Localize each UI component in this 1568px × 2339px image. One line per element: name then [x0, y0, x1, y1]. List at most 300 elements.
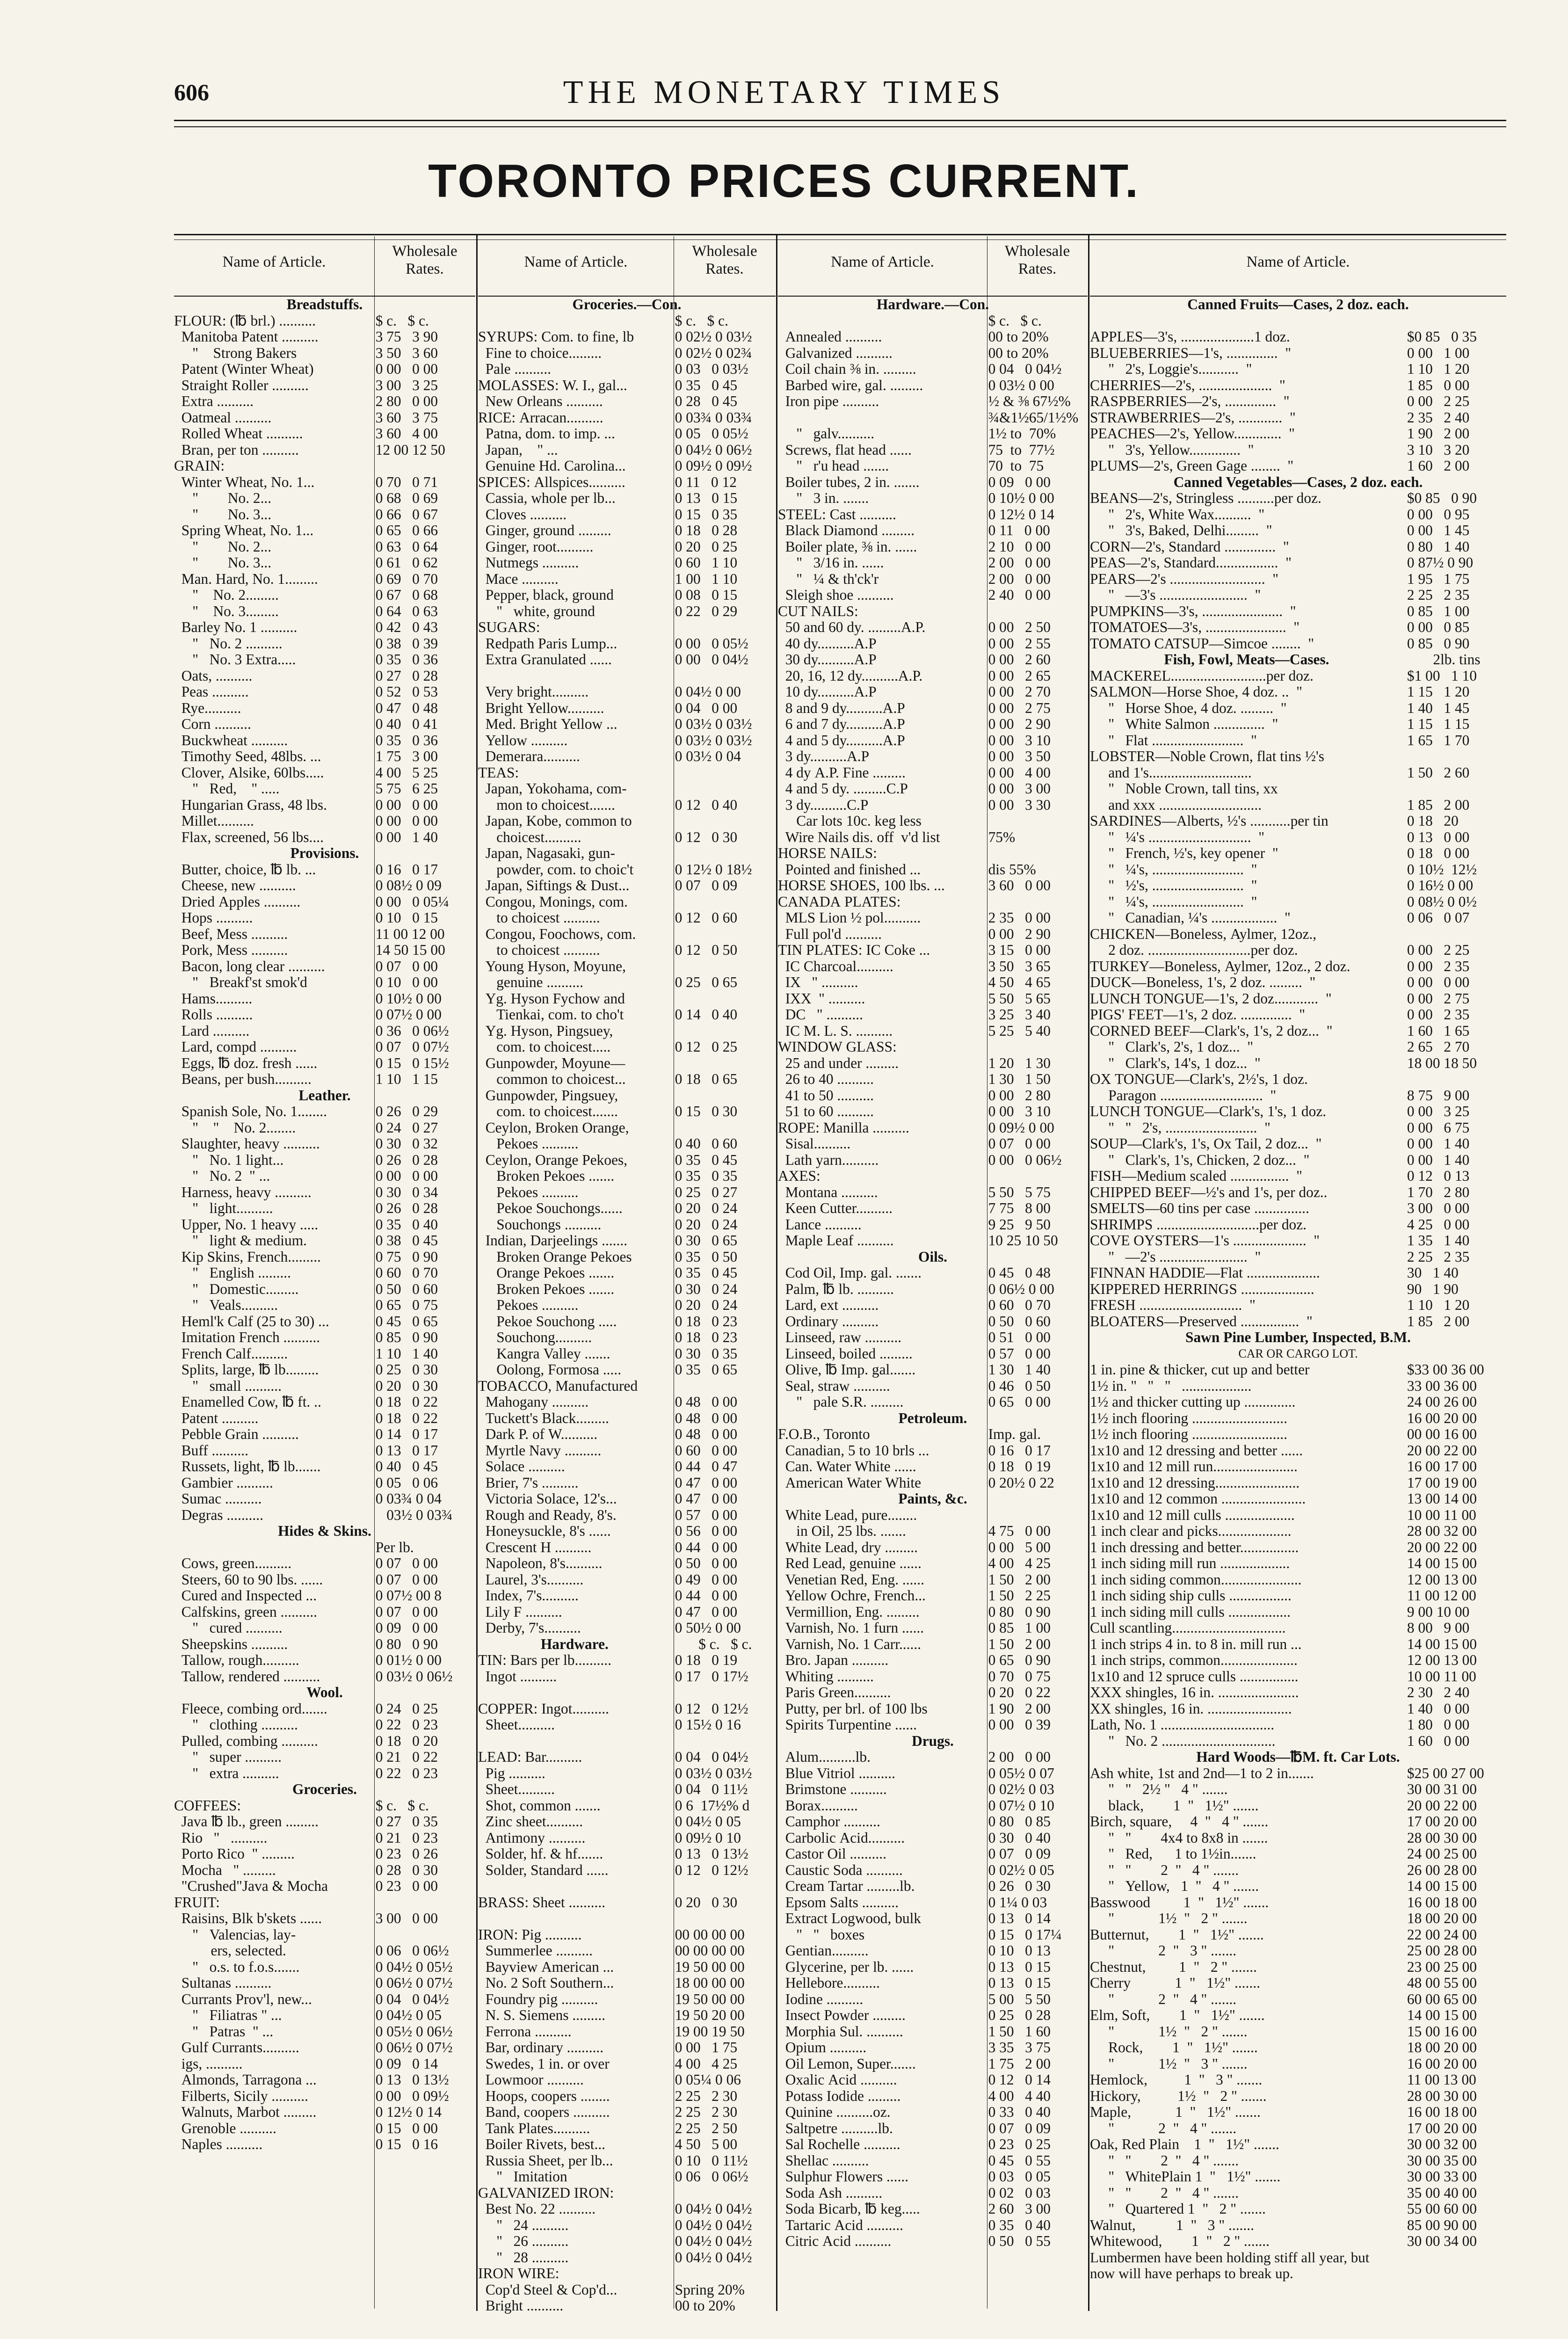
price-row	[174, 1717, 475, 1733]
price-row	[778, 1910, 1088, 1927]
price-row	[1090, 813, 1506, 829]
article-name: Paris Green..........	[778, 1685, 891, 1700]
wholesale-rate: 19 50 00 00	[675, 1991, 745, 2007]
article-name: Rolled Wheat ..........	[174, 426, 303, 442]
wholesale-rate: $33 00 36 00	[1407, 1362, 1484, 1378]
price-row	[174, 1620, 475, 1636]
price-row	[478, 1540, 776, 1556]
price-row	[778, 1540, 1088, 1556]
price-row	[174, 539, 475, 555]
wholesale-rate: 0 85 0 90	[1407, 635, 1470, 652]
article-name: 1x10 and 12 dressing and better ......	[1090, 1442, 1303, 1459]
article-name: Boiler plate, ⅜ in. ......	[778, 538, 917, 555]
price-row	[478, 1426, 776, 1443]
price-row	[778, 1362, 1088, 1378]
wholesale-rate: 0 02½ 0 02¾	[675, 345, 752, 361]
article-name: KIPPERED HERRINGS ....................	[1090, 1281, 1314, 1297]
article-name: " Veals..........	[174, 1297, 278, 1313]
price-row	[1090, 1733, 1506, 1750]
price-row	[778, 1200, 1088, 1217]
section-title: Petroleum.	[898, 1410, 967, 1426]
wholesale-rate: 0 69 0 70	[375, 571, 438, 587]
price-row	[174, 442, 475, 458]
wholesale-rate	[671, 765, 776, 781]
wholesale-rate: 3 00 0 00	[375, 1910, 438, 1926]
wholesale-rate: 0 10½ 0 00	[988, 490, 1054, 506]
wholesale-rate: 0 45 0 65	[375, 1313, 438, 1329]
article-name: " " 2½ " 4 " .......	[1090, 1781, 1228, 1797]
price-row	[174, 733, 475, 749]
section-title: Provisions.	[290, 845, 359, 861]
price-row	[778, 910, 1088, 926]
wholesale-rate: 14 00 15 00	[1407, 1555, 1477, 1571]
wholesale-rate: 0 03½ 0 03½	[675, 1765, 752, 1781]
price-row	[1090, 1104, 1506, 1120]
article-name: 1 inch siding ship culls .................	[1090, 1588, 1292, 1604]
article-name: Alum..........lb.	[778, 1749, 871, 1765]
article-name: Hungarian Grass, 48 lbs.	[174, 797, 327, 813]
price-row	[778, 345, 1088, 362]
article-name: Gulf Currants..........	[174, 2040, 299, 2056]
price-row	[1090, 636, 1506, 652]
price-row	[174, 2104, 475, 2121]
article-name: F.O.B., Toronto	[778, 1426, 870, 1442]
article-name: and xxx ............................	[1090, 797, 1262, 813]
price-row	[778, 313, 1088, 329]
wholesale-rate	[671, 1878, 776, 1895]
wholesale-rate: 0 00 1 75	[675, 2040, 738, 2056]
wholesale-rate: 0 18 20	[1407, 813, 1459, 829]
article-name: Fine to choice.........	[478, 345, 602, 361]
wholesale-rate: 0 57 0 00	[988, 1345, 1051, 1362]
wholesale-rate: 0 02½ 0 05	[988, 1862, 1054, 1878]
price-row	[478, 1249, 776, 1265]
section-title: Drugs.	[912, 1733, 954, 1749]
wholesale-rate: 0 20 0 25	[675, 538, 738, 555]
wholesale-rate: 0 30 0 34	[375, 1184, 438, 1200]
wholesale-rate: 0 00 1 40	[375, 829, 438, 845]
price-row	[778, 2040, 1088, 2056]
price-row	[478, 523, 776, 539]
article-name: Yellow Ochre, French...	[778, 1588, 926, 1604]
wholesale-rate: 90 1 90	[1407, 1281, 1459, 1297]
wholesale-rate: 0 00 2 90	[988, 926, 1051, 942]
section-title: Wool.	[306, 1685, 343, 1700]
price-row	[478, 781, 776, 797]
price-row	[174, 1636, 475, 1653]
wholesale-rate: 0 25 0 30	[375, 1362, 438, 1378]
article-name: White Lead, dry .........	[778, 1539, 918, 1555]
article-name: Dried Apples ..........	[174, 893, 301, 910]
article-name: SALMON—Horse Shoe, 4 doz. .. "	[1090, 684, 1302, 700]
wholesale-rate	[671, 959, 776, 975]
article-name: " Breakf'st smok'd	[174, 974, 307, 990]
price-row	[778, 1895, 1088, 1911]
price-row	[174, 1540, 475, 1556]
price-row	[478, 1798, 776, 1814]
wholesale-rate: 0 07 0 00	[375, 1571, 438, 1588]
price-row	[174, 1184, 475, 1201]
price-row	[778, 700, 1088, 717]
wholesale-rate	[372, 1927, 475, 1943]
price-row	[1090, 587, 1506, 603]
price-row	[1090, 845, 1506, 862]
price-row	[174, 813, 475, 829]
price-row	[478, 619, 776, 636]
wholesale-rate: 28 00 30 00	[1407, 2088, 1477, 2104]
price-row	[1090, 2040, 1506, 2056]
price-row	[174, 1975, 475, 1991]
wholesale-rate: 12 00 12 50	[375, 442, 445, 458]
article-name: PIGS' FEET—1's, 2 doz. .............. "	[1090, 1007, 1306, 1023]
price-row	[778, 1071, 1088, 1088]
wholesale-rate: 1 60 1 65	[1407, 1023, 1470, 1039]
wholesale-rate	[671, 1088, 776, 1104]
wholesale-rate: 0 35 0 36	[375, 732, 438, 748]
wholesale-rate: $0 85 0 35	[1407, 329, 1477, 345]
wholesale-rate: 2 65 2 70	[1407, 1039, 1470, 1055]
section-title: Hardware.	[540, 1636, 609, 1652]
price-row	[778, 2007, 1088, 2024]
wholesale-rate: 0 07 0 00	[375, 1604, 438, 1620]
price-row	[778, 426, 1088, 442]
wholesale-rate: 0 38 0 45	[375, 1233, 438, 1249]
article-name: Zinc sheet..........	[478, 1814, 583, 1830]
article-name: Manitoba Patent ..........	[174, 329, 319, 345]
wholesale-rate: 0 23 0 26	[375, 1846, 438, 1862]
price-row	[478, 361, 776, 378]
article-name: Yg. Hyson Fychow and	[478, 990, 625, 1007]
price-row	[1090, 2104, 1506, 2121]
wholesale-rate: 0 40 0 41	[375, 716, 438, 732]
price-row	[174, 1329, 475, 1346]
wholesale-rate: 0 05¼ 0 06	[675, 2072, 741, 2088]
article-name: Index, 7's..........	[478, 1588, 579, 1604]
wholesale-rate: 0 09½ 0 09½	[675, 458, 752, 474]
article-name: IXX " ..........	[778, 990, 865, 1007]
article-name	[478, 1685, 671, 1701]
price-row	[478, 1781, 776, 1798]
article-name: 1½ and thicker cutting up ..............	[1090, 1394, 1296, 1410]
article-name: Montana ..........	[778, 1184, 878, 1200]
article-name: Tartaric Acid ..........	[778, 2217, 904, 2233]
price-row	[1090, 1830, 1506, 1846]
wholesale-rate: 00 to 20%	[988, 329, 1049, 345]
section-heading	[174, 1523, 475, 1540]
section-title: Groceries.—Con.	[572, 297, 682, 312]
wholesale-rate: 0 12 0 50	[675, 942, 738, 958]
price-row	[174, 1346, 475, 1362]
price-row	[478, 1443, 776, 1459]
price-row	[778, 1426, 1088, 1443]
article-name: Soda Bicarb, ℔ keg.....	[778, 2201, 920, 2217]
price-row	[1090, 1071, 1506, 1088]
wholesale-rate: 24 00 26 00	[1407, 1394, 1477, 1410]
wholesale-rate	[671, 845, 776, 862]
price-row	[778, 1717, 1088, 1733]
article-name: Pekoes ..........	[478, 1136, 579, 1152]
wholesale-rate: 0 60 0 00	[675, 1442, 738, 1459]
price-row	[1090, 1475, 1506, 1491]
article-name: " ¼'s ............................ "	[1090, 829, 1265, 845]
price-row	[174, 1459, 475, 1475]
price-row	[1090, 2007, 1506, 2024]
article-name: " super ..........	[174, 1749, 282, 1765]
wholesale-rate: 0 50 0 60	[375, 1281, 438, 1297]
article-name: Young Hyson, Moyune,	[478, 958, 626, 974]
wholesale-rate: 0 00 3 50	[988, 748, 1051, 764]
section-title: Canned Fruits—Cases, 2 doz. each.	[1187, 297, 1409, 312]
wholesale-rate: 0 20 0 30	[375, 1378, 438, 1394]
article-name: BLOATERS—Preserved ................ "	[1090, 1313, 1313, 1329]
wholesale-rate: 0 16 0 17	[375, 861, 438, 878]
price-row	[778, 652, 1088, 668]
price-row	[1090, 1055, 1506, 1072]
price-row	[478, 748, 776, 765]
price-row	[1090, 2024, 1506, 2040]
article-name: Genuine Hd. Carolina...	[478, 458, 626, 474]
article-name: " 1½ " 3 " .......	[1090, 2056, 1248, 2072]
wholesale-rate: 0 13 0 13½	[675, 1846, 748, 1862]
wholesale-rate: 0 85 1 00	[988, 1620, 1051, 1636]
wholesale-rate: 14 00 15 00	[1407, 1636, 1477, 1652]
price-row	[1090, 619, 1506, 636]
wholesale-rate: 16 00 17 00	[1407, 1459, 1477, 1475]
wholesale-rate: 0 15 0 17¼	[988, 1926, 1062, 1943]
price-row	[778, 2024, 1088, 2040]
price-row	[778, 1588, 1088, 1604]
article-name: Butternut, 1 " 1½" .......	[1090, 1926, 1264, 1943]
price-row	[174, 523, 475, 539]
article-name	[478, 313, 671, 329]
article-name: Brier, 7's ..........	[478, 1475, 579, 1491]
article-name: " white, ground	[478, 603, 595, 619]
article-name: Lily F ..........	[478, 1604, 562, 1620]
wholesale-rate	[671, 619, 776, 636]
wholesale-rate: 0 35 0 65	[675, 1362, 738, 1378]
wholesale-rate: 30 1 40	[1407, 1265, 1459, 1281]
wholesale-rate: 0 30 0 35	[675, 1345, 738, 1362]
wholesale-rate: 0 75 0 90	[375, 1249, 438, 1265]
wholesale-rate	[985, 1507, 1088, 1524]
article-name: Linseed, boiled .........	[778, 1345, 913, 1362]
price-row	[778, 894, 1088, 910]
article-name: " ¼ & th'ck'r	[778, 571, 879, 587]
article-name: Black Diamond .........	[778, 523, 915, 538]
article-name: XX shingles, 16 in. .......................	[1090, 1700, 1292, 1717]
price-row	[778, 2072, 1088, 2088]
article-name: 8 and 9 dy..........A.P	[778, 700, 905, 716]
price-row	[1090, 393, 1506, 410]
article-name: " Noble Crown, tall tins, xx	[1090, 781, 1278, 797]
article-name: Rolls ..........	[174, 1007, 253, 1023]
article-name: GRAIN:	[174, 458, 225, 474]
article-name	[478, 1910, 671, 1927]
column-header	[478, 234, 776, 297]
wholesale-rate: 00 to 20%	[988, 345, 1049, 361]
article-name: Gunpowder, Pingsuey,	[478, 1087, 618, 1104]
price-row	[478, 2298, 776, 2314]
wholesale-rate: 0 13 0 17	[375, 1442, 438, 1459]
price-row	[778, 1555, 1088, 1572]
wholesale-rate: 3 35 3 75	[988, 2040, 1051, 2056]
column-header	[1090, 234, 1506, 297]
wholesale-rate: 0 00 3 00	[988, 781, 1051, 797]
wholesale-rate: 0 06 0 06½	[675, 2169, 748, 2185]
article-name: 1x10 and 12 dressing.......................	[1090, 1475, 1300, 1491]
article-name: " " 2 " 4 " .......	[1090, 2185, 1239, 2201]
price-row	[478, 829, 776, 846]
price-row	[1090, 329, 1506, 345]
wholesale-rate: 0 28 0 30	[375, 1862, 438, 1878]
wholesale-rate: 0 25 0 27	[675, 1184, 738, 1200]
wholesale-rate: 0 46 0 50	[988, 1378, 1051, 1394]
price-row	[174, 1314, 475, 1330]
article-name: LUNCH TONGUE—1's, 2 doz............ "	[1090, 990, 1332, 1007]
wholesale-rate: 0 12 0 12½	[675, 1862, 748, 1878]
wholesale-rate: 0 12 0 14	[988, 2072, 1051, 2088]
price-row	[478, 393, 776, 410]
wholesale-rate: 2 25 2 50	[675, 2120, 738, 2136]
wholesale-rate: 0 65 0 66	[375, 523, 438, 538]
article-name: " Clark's, 2's, 1 doz... "	[1090, 1039, 1254, 1055]
price-row	[1090, 1927, 1506, 1943]
price-row	[778, 684, 1088, 700]
wholesale-rate: 4 00 4 25	[675, 2056, 738, 2072]
price-row	[1090, 974, 1506, 991]
article-name: " Clark's, 14's, 1 doz... "	[1090, 1055, 1261, 1071]
article-name: " No. 2 " ...	[174, 1168, 270, 1184]
wholesale-rate: 0 08½ 0 09	[375, 878, 442, 893]
article-name: Heml'k Calf (25 to 30) ...	[174, 1313, 329, 1329]
article-name: " light & medium.	[174, 1233, 307, 1249]
price-row	[1090, 458, 1506, 474]
price-row	[478, 2201, 776, 2217]
price-row	[478, 1217, 776, 1233]
article-name: Clover, Alsike, 60lbs.....	[174, 764, 324, 781]
article-name: Ordinary ..........	[778, 1313, 879, 1329]
wholesale-rate: 0 33 0 40	[988, 2104, 1051, 2120]
price-row	[778, 1217, 1088, 1233]
price-row	[778, 329, 1088, 345]
article-name: Mocha " .........	[174, 1862, 276, 1878]
wholesale-rate: 20 00 22 00	[1407, 1797, 1477, 1814]
price-row	[174, 2121, 475, 2137]
wholesale-rate: $0 85 0 90	[1407, 490, 1477, 506]
price-row	[1090, 1685, 1506, 1701]
price-row	[478, 1104, 776, 1120]
wholesale-rate: 4 50 5 00	[675, 2136, 738, 2152]
article-name: Honeysuckle, 8's ......	[478, 1523, 611, 1539]
price-row	[478, 1701, 776, 1717]
article-name: Cassia, whole per lb...	[478, 490, 616, 506]
wholesale-rate: 0 14 0 40	[675, 1007, 738, 1023]
article-name: Screws, flat head ......	[778, 442, 912, 458]
article-name: Tienkai, com. to cho't	[478, 1007, 624, 1023]
article-name: Beef, Mess ..........	[174, 926, 288, 942]
market-note: Lumbermen have been holding stiff all year, but now will have perhaps to break up.	[1090, 2249, 1370, 2281]
price-row	[478, 1910, 776, 1927]
article-name: " Domestic.........	[174, 1281, 299, 1297]
article-name: " White Salmon .............. "	[1090, 716, 1278, 732]
article-name: Cherry 1 " 1½" .......	[1090, 1975, 1260, 1991]
article-name: Barbed wire, gal. .........	[778, 377, 923, 393]
price-row	[778, 474, 1088, 491]
price-row	[778, 587, 1088, 603]
price-row	[1090, 1814, 1506, 1830]
wholesale-rate: 0 40 0 45	[375, 1459, 438, 1475]
wholesale-rate: 1 00 1 10	[675, 571, 738, 587]
wholesale-rate: 0 67 0 68	[375, 587, 438, 603]
price-row	[478, 974, 776, 991]
wholesale-rate: 30 00 33 00	[1407, 2169, 1477, 2185]
price-row	[478, 1652, 776, 1669]
article-name: Caustic Soda ..........	[778, 1862, 903, 1878]
article-name: Walnuts, Marbot .........	[174, 2104, 317, 2120]
wholesale-rate: 2 00 0 00	[988, 1749, 1051, 1765]
article-name: Nutmegs ..........	[478, 555, 579, 571]
price-row	[174, 2072, 475, 2088]
wholesale-rate: 0 04½ 0 04½	[675, 2233, 752, 2249]
price-row	[174, 829, 475, 846]
wholesale-rate: 0 22 0 23	[375, 1765, 438, 1781]
article-name: " No. 2...	[174, 538, 272, 555]
wholesale-rate: 0 18 0 23	[675, 1313, 738, 1329]
price-row	[778, 1830, 1088, 1846]
article-name: SMELTS—60 tins per case ...............	[1090, 1200, 1309, 1216]
article-name: OX TONGUE—Clark's, 2½'s, 1 doz.	[1090, 1071, 1308, 1087]
article-name: TIN PLATES: IC Coke ...	[778, 942, 930, 958]
wholesale-rate: 0 03¾ 0 04	[375, 1491, 442, 1507]
wholesale-rate: dis 55%	[988, 861, 1036, 878]
price-row	[778, 458, 1088, 474]
price-row	[174, 942, 475, 959]
article-name: 10 dy..........A.P	[778, 684, 877, 700]
price-row	[1090, 1265, 1506, 1281]
article-name: Pulled, combing ..........	[174, 1733, 318, 1749]
price-row	[1090, 1200, 1506, 1217]
price-row	[478, 1071, 776, 1088]
top-rule-thin	[174, 126, 1506, 127]
article-name: " " 2's, ......................... "	[1090, 1119, 1270, 1136]
article-name: Yg. Hyson, Pingsuey,	[478, 1023, 613, 1039]
wholesale-rate: 30 00 32 00	[1407, 2136, 1477, 2152]
price-row	[1090, 2169, 1506, 2185]
wholesale-rate	[671, 1120, 776, 1136]
wholesale-rate	[671, 1378, 776, 1395]
price-row	[778, 2153, 1088, 2169]
article-name: Naples ..........	[174, 2136, 263, 2152]
wholesale-rate: 0 20 0 22	[988, 1685, 1051, 1700]
wholesale-rate: 8 75 9 00	[1407, 1087, 1470, 1104]
article-name: New Orleans ..........	[478, 393, 603, 409]
article-name: " " 2 " 4 " .......	[1090, 1862, 1239, 1878]
article-name: Band, coopers ..........	[478, 2104, 610, 2120]
wholesale-rate: 0 48 0 00	[675, 1426, 738, 1442]
article-name: Russets, light, ℔ lb.......	[174, 1459, 321, 1475]
wholesale-rate: 0 04½ 0 04½	[675, 2217, 752, 2233]
price-row	[1090, 603, 1506, 620]
wholesale-rate: 3 50 3 65	[988, 958, 1051, 974]
article-name: STEEL: Cast ..........	[778, 506, 896, 523]
wholesale-rate: 0 00 0 00	[375, 1168, 438, 1184]
wholesale-rate: 3 00 0 00	[1407, 1200, 1470, 1216]
price-row	[478, 991, 776, 1007]
price-row	[1090, 1426, 1506, 1443]
wholesale-rate: 0 04 0 11½	[675, 1781, 748, 1797]
wholesale-rate	[1403, 748, 1506, 765]
wholesale-rate: 4 00 4 25	[988, 1555, 1051, 1571]
